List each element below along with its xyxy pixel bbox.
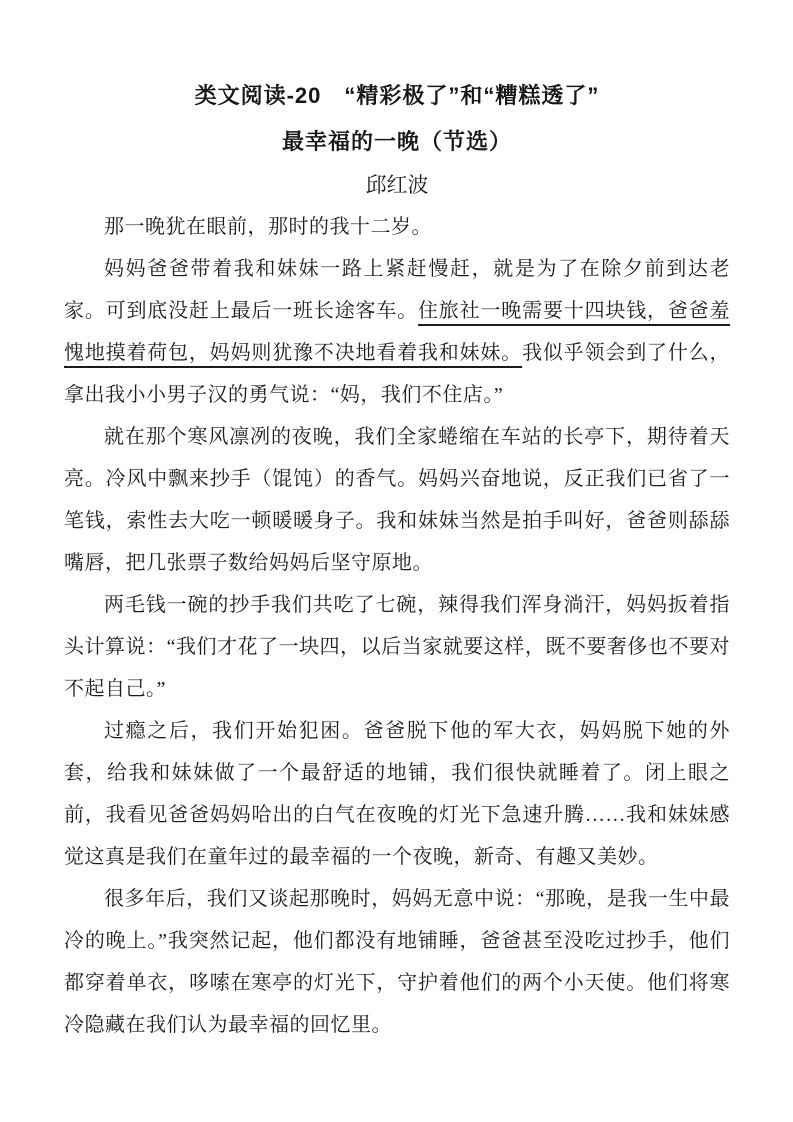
paragraph-2-after-underline: 我似乎领会到了什么，拿出我小小男子汉的勇气说：“妈，我们不住店。” [64,342,731,406]
paragraph-5: 过瘾之后，我们开始犯困。爸爸脱下他的军大衣，妈妈脱下她的外套，给我和妹妹做了一个最舒适的地铺，我们很快就睡着了。闭上眼之前，我看见爸爸妈妈哈出的白气在夜晚的灯光下急速升腾……我和妹妹感觉这真是我们在童年过的最幸福的一个夜晚，新奇、有趣又美妙。 [64,720,730,868]
paragraph-2-underlined-sentence: 住旅社一晚需要十四块钱，爸爸羞愧地摸着荷包，妈妈则犹豫不决地看着我和妹妹。 [64,300,731,364]
article-author: 邱红波 [365,173,429,197]
article-body [64,206,730,1046]
paragraph-1: 那一晚犹在眼前，那时的我十二岁。 [104,216,432,238]
paragraph-3: 就在那个寒风凛冽的夜晚，我们全家蜷缩在车站的长亭下，期待着天亮。冷风中飘来抄手（馄饨）的香气。妈妈兴奋地说，反正我们已省了一笔钱，索性去大吃一顿暖暖身子。我和妹妹当然是拍手叫好，爸爸则舔舔嘴唇，把几张票子数给妈妈后坚守原地。 [64,426,730,574]
paragraph-2-before-underline: 妈妈爸爸带着我和妹妹一路上紧赶慢赶，就是为了在除夕前到达老家。可到底没赶上最后一班长途客车。 [64,258,730,322]
paragraph-4: 两毛钱一碗的抄手我们共吃了七碗，辣得我们浑身淌汗，妈妈扳着指头计算说：“我们才花了一块四，以后当家就要这样，既不要奢侈也不要对不起自己。” [64,594,730,700]
paragraph-2 [64,248,730,416]
paragraph-6: 很多年后，我们又谈起那晚时，妈妈无意中说：“那晚，是我一生中最冷的晚上。”我突然记起，他们都没有地铺睡，爸爸甚至没吃过抄手，他们都穿着单衣，哆嗦在寒亭的灯光下，守护着他们的两个小天使。他们将寒冷隐藏在我们认为最幸福的回忆里。 [64,888,730,1036]
page-title: 类文阅读-20 “精彩极了”和“糟糕透了” [194,83,600,108]
article-title: 最幸福的一晚（节选） [281,129,512,154]
